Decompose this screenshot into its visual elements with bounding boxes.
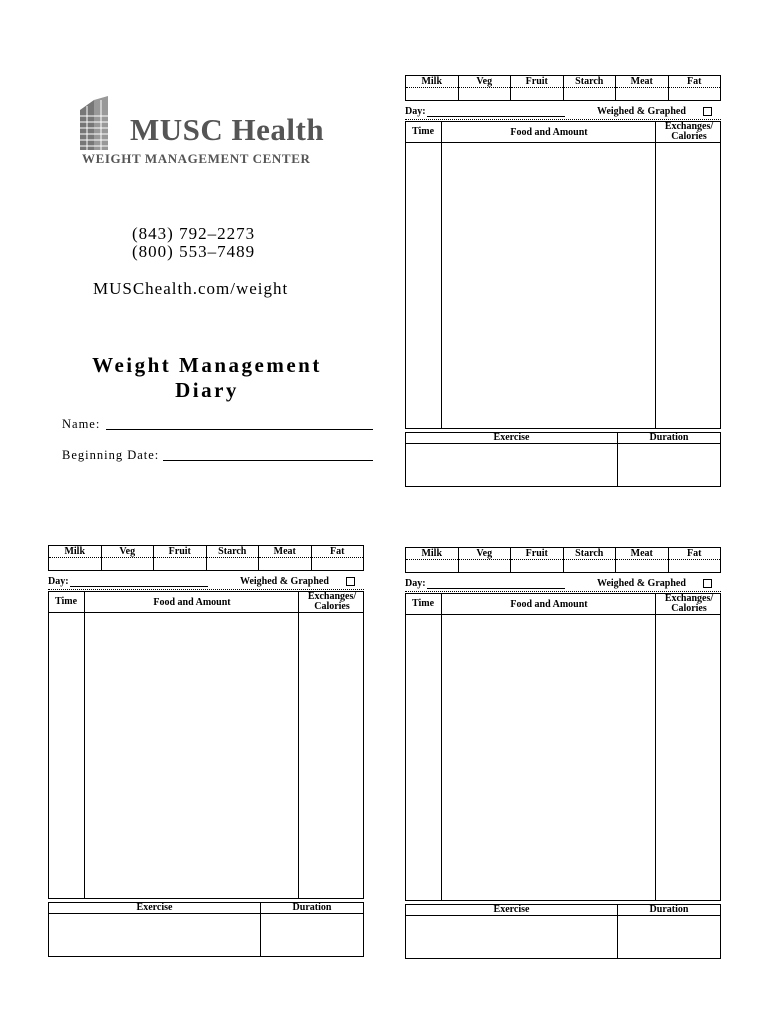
food-group-column[interactable] — [102, 546, 155, 570]
exchanges-calories-header — [657, 594, 721, 614]
calories-label: Calories — [314, 601, 350, 612]
food-group-label: Fat — [312, 546, 364, 558]
day-row — [405, 106, 721, 118]
diary-sheet-bottom-left — [48, 545, 364, 957]
food-group-column[interactable] — [511, 76, 564, 100]
beginning-date-label: Beginning Date: — [62, 448, 160, 462]
food-group-label: Meat — [616, 76, 668, 88]
food-group-column[interactable] — [207, 546, 260, 570]
page-title — [62, 353, 352, 403]
exercise-table — [405, 904, 721, 959]
food-group-label: Fat — [669, 76, 721, 88]
calories-label: Calories — [671, 603, 707, 614]
food-group-label: Fruit — [511, 76, 563, 88]
weighed-graphed-label: Weighed & Graphed — [597, 578, 686, 589]
food-group-table — [48, 545, 364, 571]
duration-header-label: Duration — [649, 904, 689, 915]
food-log-table — [405, 121, 721, 429]
food-group-label: Veg — [459, 548, 511, 560]
name-line — [106, 429, 373, 430]
food-group-label: Fat — [669, 548, 721, 560]
column-divider — [655, 594, 656, 900]
exchanges-calories-header — [300, 592, 364, 612]
day-input-line[interactable] — [427, 116, 565, 117]
food-group-label: Veg — [459, 76, 511, 88]
food-group-column[interactable] — [49, 546, 102, 570]
weighed-graphed-checkbox[interactable] — [346, 577, 355, 586]
food-amount-header: Food and Amount — [510, 599, 588, 610]
title-line-2: Diary — [175, 378, 239, 402]
time-header: Time — [412, 126, 435, 137]
website-url: MUSChealth.com/weight — [93, 279, 289, 298]
food-group-label: Meat — [259, 546, 311, 558]
food-log-table — [405, 593, 721, 901]
food-group-column[interactable] — [459, 76, 512, 100]
food-group-column[interactable] — [259, 546, 312, 570]
time-header: Time — [412, 598, 435, 609]
exercise-header-label: Exercise — [493, 904, 530, 915]
food-amount-header: Food and Amount — [153, 597, 231, 608]
title-line-1: Weight Management — [92, 353, 322, 377]
day-label: Day: — [48, 576, 69, 587]
food-group-column[interactable] — [616, 76, 669, 100]
food-group-label: Veg — [102, 546, 154, 558]
name-label: Name: — [62, 417, 101, 431]
day-label: Day: — [405, 578, 426, 589]
food-group-column[interactable] — [669, 76, 721, 100]
food-log-table — [48, 591, 364, 899]
weighed-graphed-label: Weighed & Graphed — [240, 576, 329, 587]
logo-subtitle: WEIGHT MANAGEMENT CENTER — [82, 151, 311, 166]
exercise-header-label: Exercise — [136, 902, 173, 913]
food-group-label: Milk — [49, 546, 101, 558]
column-divider — [441, 594, 442, 900]
food-group-column[interactable] — [406, 548, 459, 572]
dotted-divider — [48, 589, 364, 590]
food-group-label: Starch — [564, 76, 616, 88]
food-group-column[interactable] — [312, 546, 364, 570]
day-row — [48, 576, 364, 588]
day-label: Day: — [405, 106, 426, 117]
exercise-table — [405, 432, 721, 487]
calories-label: Calories — [671, 131, 707, 142]
duration-header-label: Duration — [649, 432, 689, 443]
weighed-graphed-checkbox[interactable] — [703, 579, 712, 588]
food-group-label: Starch — [564, 548, 616, 560]
food-group-column[interactable] — [669, 548, 721, 572]
logo-name: MUSC Health — [130, 112, 325, 147]
food-group-column[interactable] — [564, 548, 617, 572]
day-input-line[interactable] — [427, 588, 565, 589]
diary-sheet-bottom-right — [405, 547, 721, 959]
beginning-date-field[interactable] — [62, 448, 159, 463]
exchanges-label: Exchanges/ — [307, 591, 357, 602]
name-field[interactable] — [62, 417, 100, 432]
food-group-label: Milk — [406, 76, 458, 88]
column-divider — [298, 592, 299, 898]
musc-health-logo — [78, 96, 358, 166]
food-group-label: Milk — [406, 548, 458, 560]
building-logo-icon — [78, 96, 126, 150]
food-group-column[interactable] — [154, 546, 207, 570]
phone-number-1: (843) 792–2273 — [132, 224, 256, 243]
food-group-label: Meat — [616, 548, 668, 560]
day-input-line[interactable] — [70, 586, 208, 587]
food-group-column[interactable] — [564, 76, 617, 100]
weighed-graphed-label: Weighed & Graphed — [597, 106, 686, 117]
food-group-column[interactable] — [616, 548, 669, 572]
food-group-column[interactable] — [406, 76, 459, 100]
exchanges-calories-header — [657, 122, 721, 142]
column-divider — [84, 592, 85, 898]
food-group-column[interactable] — [459, 548, 512, 572]
column-divider — [441, 122, 442, 428]
food-amount-header: Food and Amount — [510, 127, 588, 138]
food-group-column[interactable] — [511, 548, 564, 572]
food-group-label: Fruit — [154, 546, 206, 558]
dotted-divider — [405, 591, 721, 592]
phone-number-2: (800) 553–7489 — [132, 242, 256, 261]
exchanges-label: Exchanges/ — [664, 121, 714, 132]
beginning-date-line — [163, 460, 373, 461]
food-group-label: Fruit — [511, 548, 563, 560]
exercise-header-label: Exercise — [493, 432, 530, 443]
food-group-table — [405, 75, 721, 101]
weighed-graphed-checkbox[interactable] — [703, 107, 712, 116]
food-group-table — [405, 547, 721, 573]
exercise-table — [48, 902, 364, 957]
day-row — [405, 578, 721, 590]
dotted-divider — [405, 119, 721, 120]
duration-header-label: Duration — [292, 902, 332, 913]
food-group-label: Starch — [207, 546, 259, 558]
exchanges-label: Exchanges/ — [664, 593, 714, 604]
time-header: Time — [55, 596, 78, 607]
column-divider — [655, 122, 656, 428]
diary-sheet-top-right — [405, 75, 721, 487]
